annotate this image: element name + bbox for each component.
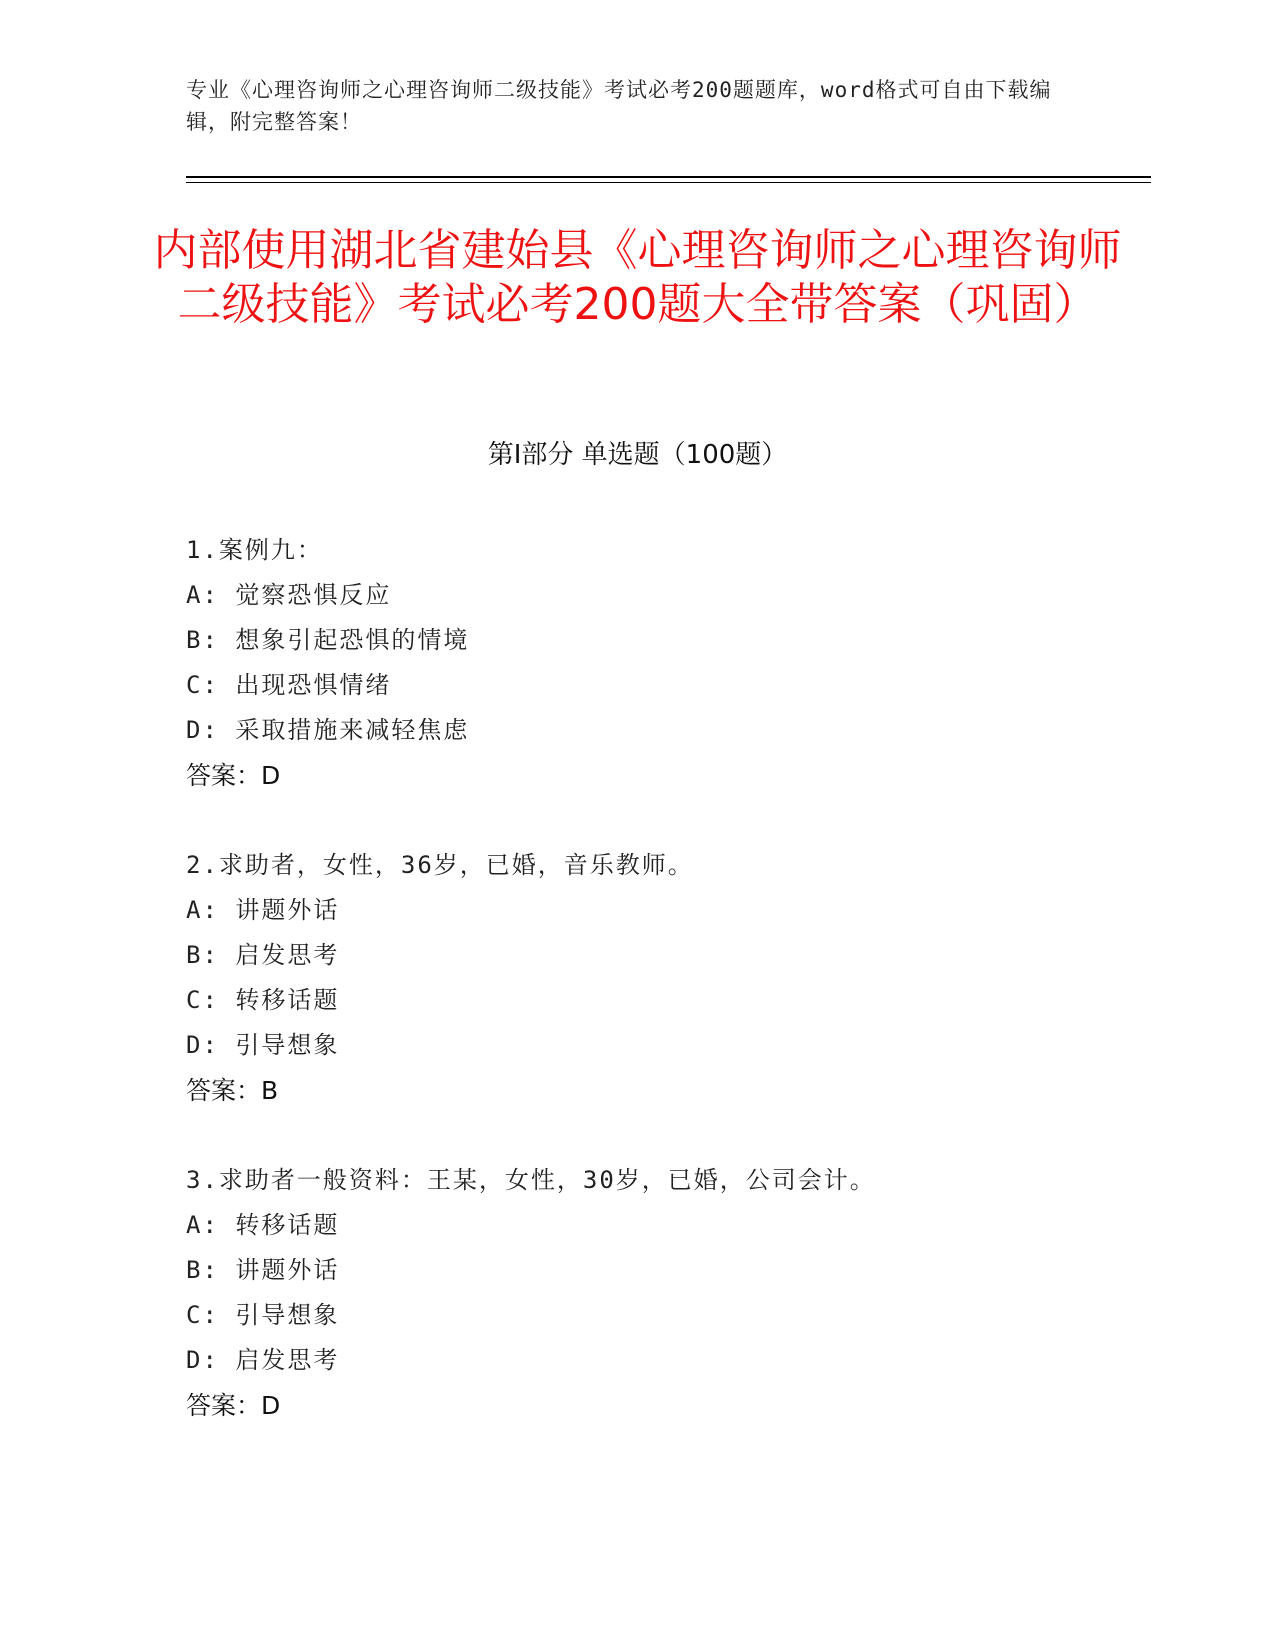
option-c: C: 引导想象: [186, 1301, 340, 1329]
option-b: B: 启发思考: [186, 941, 340, 969]
option-d: D: 引导想象: [186, 1031, 340, 1059]
option-a: A: 转移话题: [186, 1211, 340, 1239]
header-note: 专业《心理咨询师之心理咨询师二级技能》考试必考200题题库，word格式可自由下载编辑，附完整答案！: [186, 78, 1052, 134]
option-d: D: 启发思考: [186, 1346, 340, 1374]
header-divider-thin: [186, 182, 1151, 183]
question-list: [186, 528, 1126, 1473]
answer-line: 答案：D: [186, 761, 281, 790]
question-3: [186, 1158, 1126, 1428]
question-stem: 3.求助者一般资料：王某，女性，30岁，已婚，公司会计。: [186, 1166, 876, 1194]
option-c: C: 转移话题: [186, 986, 340, 1014]
question-stem: 2.求助者，女性，36岁，已婚，音乐教师。: [186, 851, 694, 879]
option-a: A: 觉察恐惧反应: [186, 581, 392, 609]
header-divider-thick: [186, 176, 1151, 178]
option-d: D: 采取措施来减轻焦虑: [186, 716, 470, 744]
option-b: B: 想象引起恐惧的情境: [186, 626, 470, 654]
option-b: B: 讲题外话: [186, 1256, 340, 1284]
option-a: A: 讲题外话: [186, 896, 340, 924]
option-c: C: 出现恐惧情绪: [186, 671, 392, 699]
section-title: 第Ⅰ部分 单选题（100题）: [487, 440, 788, 470]
question-2: [186, 843, 1126, 1113]
question-stem: 1.案例九：: [186, 536, 323, 564]
answer-line: 答案：D: [186, 1391, 281, 1420]
document-title: 内部使用湖北省建始县《心理咨询师之心理咨询师二级技能》考试必考200题大全带答案（巩固）: [153, 225, 1122, 330]
question-1: [186, 528, 1126, 798]
answer-line: 答案：B: [186, 1076, 279, 1105]
